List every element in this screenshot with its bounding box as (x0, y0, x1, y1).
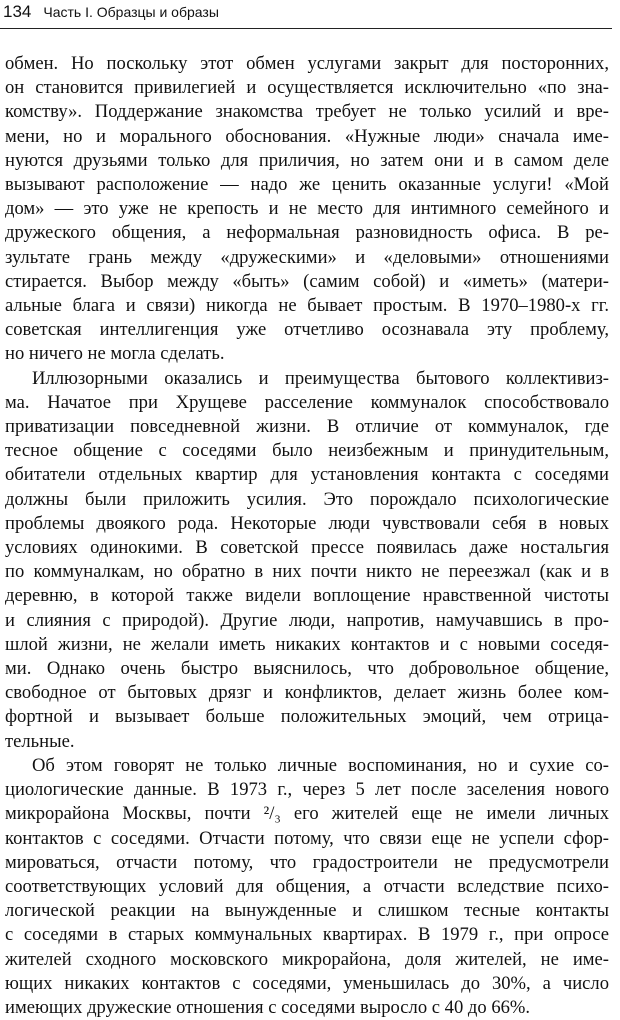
text-line: условиях одинокими. В советской прессе появилась даже ностальгия (5, 537, 609, 559)
text-line: тесное общение с соседями было неизбежным и принудительным, (5, 440, 609, 462)
text-line: с соседями в старых коммунальных квартирах. В 1979 г., при опросе (5, 924, 609, 946)
page-header (3, 2, 609, 28)
text-line: микрорайона Москвы, почти ²/₃ его жителей еще не имели личных (5, 803, 609, 825)
text-line: дружеского общения, а неформальная разновидность офиса. В ре- (5, 222, 609, 244)
text-line: дом» — это уже не крепость и не место для интимного семейного и (5, 198, 609, 220)
text-line: альные блага и связи) никогда не бывает простым. В 1970–1980-х гг. (5, 295, 609, 317)
text-line: мироваться, отчасти потому, что градостроители не предусмотрели (5, 851, 609, 873)
header-rule (0, 28, 612, 29)
text-line: циологические данные. В 1973 г., через 5 лет после заселения нового (5, 779, 609, 801)
text-line: Об этом говорят не только личные воспоминания, но и сухие со- (32, 754, 609, 776)
text-line: ма. Начатое при Хрущеве расселение коммуналок способствовало (5, 391, 609, 413)
text-line: проблемы двоякого рода. Некоторые люди чувствовали себя в новых (5, 512, 609, 534)
text-line: Иллюзорными оказались и преимущества бытового коллективиз- (32, 367, 609, 389)
text-line: обмен. Но поскольку этот обмен услугами закрыт для посторонних, (5, 53, 609, 74)
page-number: 134 (3, 2, 32, 21)
text-line: тельные. (5, 730, 75, 752)
text-line: шлой жизни, не желали иметь никаких контактов и с новыми соседя- (5, 633, 609, 655)
running-head: Часть I. Образцы и образы (43, 4, 219, 20)
text-line: обитатели отдельных квартир для установления контакта с соседями (5, 464, 609, 486)
text-line: он становится привилегией и осуществляется исключительно «по зна- (5, 77, 609, 99)
text-line: комству». Поддержание знакомства требует не только усилий и вре- (5, 101, 609, 123)
text-line: должны были приложить усилия. Это порождало психологические (5, 488, 609, 510)
text-line: но ничего не могла сделать. (5, 343, 225, 365)
body-text (5, 52, 609, 1020)
text-line: жителей сходного московского микрорайона, доля жителей, не име- (5, 948, 609, 970)
text-line: советская интеллигенция уже отчетливо осознавала эту проблему, (5, 319, 609, 341)
text-line: контактов с соседями. Отчасти потому, что связи еще не успели сфор- (5, 827, 609, 849)
paragraph-1 (5, 52, 609, 367)
text-line: логической реакции на вынужденные и слишком тесные контакты (5, 900, 609, 922)
text-line: ми. Однако очень быстро выяснилось, что добровольное общение, (5, 658, 609, 680)
text-line: свободное от бытовых дрязг и конфликтов, делает жизнь более ком- (5, 682, 609, 704)
text-line: по коммуналкам, но обратно в них почти никто не переезжал (как и в (5, 561, 609, 583)
text-line: мени, но и морального обоснования. «Нужные люди» сначала име- (5, 125, 609, 147)
text-line: вызывают расположение — надо же ценить оказанные услуги! «Мой (5, 174, 609, 196)
text-line: зультате грань между «дружескими» и «деловыми» отношениями (5, 246, 609, 268)
text-line: приватизации повседневной жизни. В отличие от коммуналок, где (5, 416, 609, 438)
text-line: фортной и вызывает больше положительных эмоций, чем отрица- (5, 706, 609, 728)
text-line: ющих никаких контактов с соседями, уменьшилась до 30%, а число (5, 972, 609, 994)
paragraph-3 (5, 754, 609, 1020)
text-line: стирается. Выбор между «быть» (самим собой) и «иметь» (матери- (5, 270, 609, 292)
text-line: имеющих дружеские отношения с соседями выросло с 40 до 66%. (5, 996, 531, 1018)
text-line: соответствующих условий для общения, а отчасти вследствие психо- (5, 875, 609, 897)
text-line: и слияния с природой). Другие люди, напротив, намучавшись в про- (5, 609, 609, 631)
paragraph-2 (5, 367, 609, 754)
text-line: деревню, в которой также видели воплощение нравственной чистоты (5, 585, 609, 607)
text-line: нуются друзьями только для приличия, но затем они и в самом деле (5, 149, 609, 171)
